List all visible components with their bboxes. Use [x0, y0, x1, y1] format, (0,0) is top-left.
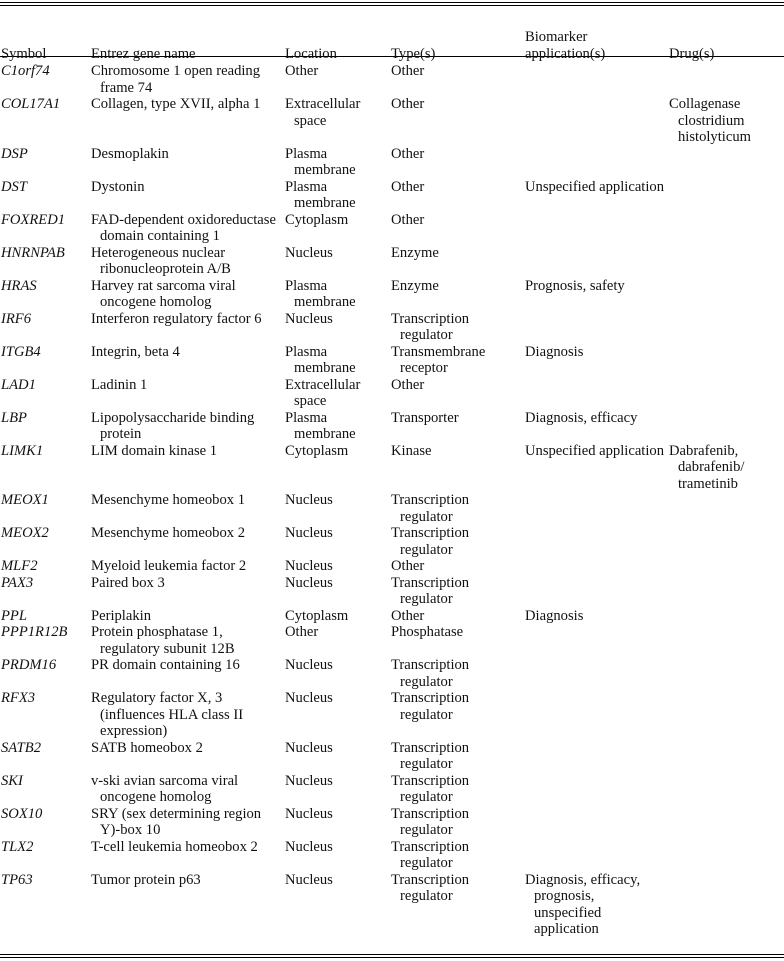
table-row	[0, 212, 784, 245]
cell-type	[391, 773, 525, 806]
cell-type	[391, 740, 525, 773]
cell-symbol	[0, 575, 91, 608]
cell-biomarker-text: Diagnosis	[525, 607, 584, 624]
cell-location	[285, 443, 391, 493]
table-row	[0, 690, 784, 740]
cell-biomarker	[525, 311, 669, 344]
cell-symbol	[0, 525, 91, 558]
cell-location	[285, 212, 391, 245]
cell-gene-name	[91, 492, 285, 525]
col-header-name: Entrez gene name	[91, 45, 196, 62]
cell-location	[285, 690, 391, 740]
cell-type	[391, 657, 525, 690]
cell-type-text: Other	[391, 96, 425, 112]
cell-symbol	[0, 410, 91, 443]
cell-gene-name-text: Mesenchyme homeobox 1	[91, 492, 246, 508]
cell-location-text: Nucleus	[285, 525, 333, 541]
cell-drug	[669, 806, 784, 839]
cell-gene-name-text: Dystonin	[91, 178, 145, 195]
cell-location-text: Nucleus	[285, 657, 333, 673]
table-row	[0, 146, 784, 179]
cell-gene-name-text: PR domain containing 16	[91, 657, 240, 673]
bottom-rule-inner	[0, 954, 784, 955]
cell-gene-name-text: SATB homeobox 2	[91, 739, 203, 756]
cell-symbol-text: TP63	[1, 871, 33, 888]
cell-type	[391, 179, 525, 212]
cell-symbol	[0, 344, 91, 377]
cell-type	[391, 624, 525, 657]
cell-type	[391, 558, 525, 575]
table-body	[0, 63, 784, 938]
cell-drug	[669, 525, 784, 558]
cell-drug	[669, 575, 784, 608]
cell-type	[391, 492, 525, 525]
cell-location-text: Extracellular space	[285, 96, 361, 129]
cell-gene-name-text: Desmoplakin	[91, 145, 169, 162]
cell-type	[391, 63, 525, 96]
cell-type-text: Transcription regulator	[391, 690, 470, 723]
table-row	[0, 872, 784, 938]
cell-location-text: Nucleus	[285, 739, 333, 756]
cell-drug	[669, 608, 784, 625]
cell-location	[285, 624, 391, 657]
cell-location-text: Cytoplasm	[285, 607, 349, 624]
cell-drug	[669, 278, 784, 311]
cell-gene-name	[91, 575, 285, 608]
cell-symbol-text: PRDM16	[1, 657, 57, 673]
cell-symbol-text: DST	[1, 178, 27, 195]
cell-symbol	[0, 608, 91, 625]
cell-gene-name-text: v-ski avian sarcoma viral oncogene homolog	[91, 772, 239, 805]
cell-drug	[669, 740, 784, 773]
cell-type-text: Other	[391, 63, 425, 79]
cell-location-text: Plasma membrane	[285, 343, 356, 376]
cell-type	[391, 146, 525, 179]
cell-type-text: Transcription regulator	[391, 574, 470, 607]
cell-location	[285, 872, 391, 938]
cell-symbol-text: RFX3	[1, 690, 36, 706]
cell-type-text: Other	[391, 376, 425, 393]
cell-symbol	[0, 63, 91, 96]
cell-gene-name-text: Heterogeneous nuclear ribonucleoprotein A/B	[91, 244, 231, 277]
cell-symbol-text: SOX10	[1, 805, 43, 822]
cell-biomarker	[525, 657, 669, 690]
cell-location	[285, 179, 391, 212]
cell-drug	[669, 690, 784, 740]
cell-type-text: Other	[391, 178, 425, 195]
cell-location-text: Plasma membrane	[285, 277, 356, 310]
cell-symbol-text: PPP1R12B	[1, 624, 68, 640]
cell-biomarker	[525, 344, 669, 377]
cell-gene-name	[91, 344, 285, 377]
cell-type	[391, 839, 525, 872]
table-row	[0, 773, 784, 806]
cell-type	[391, 96, 525, 146]
cell-biomarker-text: Unspecified application	[525, 442, 664, 459]
cell-type	[391, 608, 525, 625]
cell-symbol	[0, 624, 91, 657]
cell-symbol-text: IRF6	[1, 310, 31, 327]
cell-type	[391, 245, 525, 278]
cell-location-text: Other	[285, 63, 319, 79]
table-row	[0, 63, 784, 96]
cell-symbol-text: MLF2	[1, 558, 38, 574]
cell-drug	[669, 63, 784, 96]
cell-biomarker	[525, 212, 669, 245]
cell-gene-name	[91, 410, 285, 443]
cell-gene-name-text: Paired box 3	[91, 574, 165, 591]
cell-gene-name-text: Interferon regulatory factor 6	[91, 310, 262, 327]
cell-biomarker-text: Unspecified application	[525, 178, 664, 195]
cell-symbol	[0, 492, 91, 525]
cell-drug	[669, 96, 784, 146]
cell-biomarker	[525, 278, 669, 311]
cell-drug	[669, 839, 784, 872]
cell-biomarker-text: Diagnosis	[525, 343, 584, 360]
cell-drug	[669, 311, 784, 344]
cell-location	[285, 344, 391, 377]
cell-gene-name	[91, 212, 285, 245]
cell-location-text: Plasma membrane	[285, 409, 356, 442]
cell-location-text: Plasma membrane	[285, 145, 356, 178]
cell-drug-text: Collagenase clostridium histolyticum	[669, 96, 751, 145]
cell-gene-name	[91, 146, 285, 179]
cell-symbol-text: ITGB4	[1, 343, 41, 360]
cell-location	[285, 657, 391, 690]
cell-type	[391, 212, 525, 245]
cell-location-text: Nucleus	[285, 772, 333, 789]
cell-gene-name	[91, 525, 285, 558]
table-row	[0, 245, 784, 278]
cell-type-text: Transmembrane receptor	[391, 343, 486, 376]
cell-drug	[669, 558, 784, 575]
cell-biomarker	[525, 575, 669, 608]
cell-location	[285, 525, 391, 558]
cell-gene-name-text: LIM domain kinase 1	[91, 442, 218, 459]
cell-gene-name	[91, 245, 285, 278]
cell-symbol-text: MEOX1	[1, 492, 49, 508]
cell-drug	[669, 410, 784, 443]
cell-symbol	[0, 278, 91, 311]
table-row	[0, 492, 784, 525]
cell-location-text: Extracellular space	[285, 376, 361, 409]
col-header-drug: Drug(s)	[669, 45, 715, 62]
cell-type-text: Transcription regulator	[391, 657, 470, 690]
cell-type	[391, 525, 525, 558]
cell-location-text: Other	[285, 624, 319, 640]
table-row	[0, 443, 784, 493]
cell-symbol-text: C1orf74	[1, 63, 50, 79]
cell-biomarker	[525, 63, 669, 96]
cell-type-text: Other	[391, 558, 425, 574]
cell-gene-name-text: Tumor protein p63	[91, 871, 201, 888]
cell-location	[285, 146, 391, 179]
cell-type	[391, 443, 525, 493]
cell-drug	[669, 344, 784, 377]
cell-type-text: Transporter	[391, 409, 459, 426]
cell-type-text: Transcription regulator	[391, 838, 470, 871]
bottom-rule-outer	[0, 957, 784, 958]
cell-biomarker-text: Prognosis, safety	[525, 277, 625, 294]
cell-type-text: Other	[391, 211, 425, 228]
cell-location	[285, 278, 391, 311]
col-header-symbol: Symbol	[1, 45, 47, 62]
cell-drug	[669, 657, 784, 690]
cell-location-text: Nucleus	[285, 871, 333, 888]
table-row	[0, 608, 784, 625]
table-row	[0, 806, 784, 839]
cell-symbol	[0, 690, 91, 740]
cell-gene-name	[91, 608, 285, 625]
cell-gene-name	[91, 558, 285, 575]
cell-type	[391, 690, 525, 740]
cell-location	[285, 773, 391, 806]
cell-location	[285, 63, 391, 96]
cell-symbol-text: LAD1	[1, 376, 36, 393]
cell-location-text: Nucleus	[285, 574, 333, 591]
cell-location	[285, 806, 391, 839]
cell-gene-name	[91, 278, 285, 311]
cell-location-text: Nucleus	[285, 690, 333, 706]
cell-gene-name-text: T-cell leukemia homeobox 2	[91, 838, 258, 855]
cell-symbol	[0, 245, 91, 278]
top-rule-outer	[0, 2, 784, 3]
cell-symbol-text: HRAS	[1, 277, 37, 294]
cell-biomarker-text: Diagnosis, efficacy, prognosis, unspecified application	[525, 871, 641, 937]
cell-drug	[669, 624, 784, 657]
cell-biomarker	[525, 377, 669, 410]
cell-biomarker	[525, 872, 669, 938]
cell-drug	[669, 146, 784, 179]
cell-location	[285, 96, 391, 146]
table-row	[0, 377, 784, 410]
cell-symbol-text: HNRNPAB	[1, 244, 65, 261]
cell-symbol	[0, 443, 91, 493]
cell-type-text: Transcription regulator	[391, 492, 470, 525]
cell-gene-name-text: Chromosome 1 open reading frame 74	[91, 63, 261, 96]
cell-biomarker	[525, 773, 669, 806]
cell-symbol	[0, 839, 91, 872]
cell-type-text: Enzyme	[391, 244, 439, 261]
cell-location-text: Nucleus	[285, 492, 333, 508]
cell-gene-name-text: Collagen, type XVII, alpha 1	[91, 96, 261, 112]
cell-symbol-text: TLX2	[1, 838, 34, 855]
cell-type-text: Phosphatase	[391, 624, 464, 640]
cell-drug	[669, 443, 784, 493]
table-row	[0, 311, 784, 344]
cell-symbol-text: PAX3	[1, 574, 34, 591]
cell-symbol-text: SKI	[1, 772, 23, 789]
cell-location	[285, 558, 391, 575]
cell-symbol	[0, 212, 91, 245]
cell-location	[285, 311, 391, 344]
cell-biomarker	[525, 806, 669, 839]
cell-location	[285, 575, 391, 608]
table-row	[0, 839, 784, 872]
cell-location-text: Nucleus	[285, 805, 333, 822]
cell-type	[391, 311, 525, 344]
cell-symbol-text: COL17A1	[1, 96, 61, 112]
cell-type	[391, 344, 525, 377]
cell-location-text: Cytoplasm	[285, 211, 349, 228]
cell-location-text: Nucleus	[285, 310, 333, 327]
cell-type-text: Transcription regulator	[391, 805, 470, 838]
cell-symbol	[0, 558, 91, 575]
cell-gene-name	[91, 377, 285, 410]
cell-symbol	[0, 179, 91, 212]
cell-symbol	[0, 146, 91, 179]
cell-biomarker	[525, 410, 669, 443]
table-row	[0, 344, 784, 377]
cell-location	[285, 839, 391, 872]
cell-drug	[669, 377, 784, 410]
cell-type-text: Transcription regulator	[391, 310, 470, 343]
cell-gene-name	[91, 657, 285, 690]
cell-biomarker	[525, 525, 669, 558]
table-row	[0, 558, 784, 575]
cell-gene-name	[91, 773, 285, 806]
cell-symbol-text: LIMK1	[1, 442, 44, 459]
cell-type	[391, 377, 525, 410]
top-rule-inner	[0, 5, 784, 6]
cell-gene-name-text: Integrin, beta 4	[91, 343, 180, 360]
table-row	[0, 96, 784, 146]
cell-drug	[669, 179, 784, 212]
cell-gene-name	[91, 839, 285, 872]
col-header-biomarker: Biomarker application(s)	[525, 29, 606, 62]
table-row	[0, 410, 784, 443]
table-row	[0, 740, 784, 773]
cell-location-text: Nucleus	[285, 244, 333, 261]
cell-gene-name	[91, 63, 285, 96]
cell-type-text: Other	[391, 607, 425, 624]
cell-location	[285, 377, 391, 410]
cell-symbol	[0, 773, 91, 806]
cell-location-text: Cytoplasm	[285, 442, 349, 459]
cell-symbol	[0, 311, 91, 344]
cell-type	[391, 278, 525, 311]
cell-symbol-text: MEOX2	[1, 525, 49, 541]
cell-biomarker	[525, 558, 669, 575]
cell-symbol	[0, 740, 91, 773]
cell-gene-name-text: Protein phosphatase 1, regulatory subunit 12B	[91, 624, 235, 657]
cell-symbol	[0, 96, 91, 146]
cell-biomarker	[525, 690, 669, 740]
cell-gene-name-text: Myeloid leukemia factor 2	[91, 558, 247, 574]
cell-drug	[669, 773, 784, 806]
cell-gene-name	[91, 624, 285, 657]
cell-drug	[669, 212, 784, 245]
cell-gene-name	[91, 806, 285, 839]
cell-symbol-text: PPL	[1, 607, 27, 624]
cell-biomarker	[525, 492, 669, 525]
header-row	[0, 10, 784, 63]
table-row	[0, 624, 784, 657]
table-row	[0, 525, 784, 558]
cell-location-text: Plasma membrane	[285, 178, 356, 211]
cell-drug	[669, 872, 784, 938]
cell-gene-name	[91, 872, 285, 938]
cell-biomarker	[525, 839, 669, 872]
cell-gene-name-text: FAD-dependent oxidoreductase domain containing 1	[91, 211, 276, 244]
cell-type	[391, 806, 525, 839]
cell-symbol-text: DSP	[1, 145, 28, 162]
cell-type-text: Transcription regulator	[391, 525, 470, 558]
cell-gene-name	[91, 443, 285, 493]
cell-symbol	[0, 377, 91, 410]
cell-type-text: Transcription regulator	[391, 871, 470, 904]
cell-biomarker	[525, 740, 669, 773]
cell-gene-name-text: Mesenchyme homeobox 2	[91, 525, 246, 541]
cell-type-text: Other	[391, 145, 425, 162]
col-header-location: Location	[285, 45, 337, 62]
cell-gene-name-text: SRY (sex determining region Y)-box 10	[91, 805, 262, 838]
cell-gene-name-text: Periplakin	[91, 607, 151, 624]
cell-location	[285, 410, 391, 443]
table-row	[0, 657, 784, 690]
cell-gene-name	[91, 179, 285, 212]
cell-gene-name	[91, 96, 285, 146]
cell-gene-name-text: Lipopolysaccharide binding protein	[91, 409, 255, 442]
cell-location-text: Nucleus	[285, 558, 333, 574]
cell-drug	[669, 245, 784, 278]
cell-type	[391, 575, 525, 608]
table-row	[0, 179, 784, 212]
table-row	[0, 278, 784, 311]
cell-symbol	[0, 806, 91, 839]
cell-biomarker	[525, 608, 669, 625]
cell-location	[285, 492, 391, 525]
cell-gene-name	[91, 740, 285, 773]
cell-drug-text: Dabrafenib, dabrafenib/ trametinib	[669, 442, 745, 492]
cell-gene-name	[91, 311, 285, 344]
cell-location	[285, 608, 391, 625]
cell-gene-name-text: Ladinin 1	[91, 376, 148, 393]
cell-gene-name-text: Regulatory factor X, 3 (influences HLA class II expression)	[91, 690, 244, 739]
cell-type	[391, 872, 525, 938]
cell-gene-name	[91, 690, 285, 740]
cell-biomarker	[525, 179, 669, 212]
gene-table	[0, 10, 784, 938]
cell-biomarker	[525, 624, 669, 657]
cell-drug	[669, 492, 784, 525]
cell-biomarker	[525, 146, 669, 179]
table-row	[0, 575, 784, 608]
cell-symbol-text: FOXRED1	[1, 211, 66, 228]
cell-location	[285, 245, 391, 278]
cell-type	[391, 410, 525, 443]
cell-type-text: Transcription regulator	[391, 739, 470, 772]
cell-biomarker	[525, 245, 669, 278]
cell-symbol-text: LBP	[1, 409, 27, 426]
cell-biomarker	[525, 443, 669, 493]
cell-type-text: Transcription regulator	[391, 772, 470, 805]
cell-type-text: Enzyme	[391, 277, 439, 294]
cell-symbol-text: SATB2	[1, 739, 41, 756]
cell-gene-name-text: Harvey rat sarcoma viral oncogene homolog	[91, 277, 236, 310]
cell-symbol	[0, 872, 91, 938]
cell-type-text: Kinase	[391, 442, 432, 459]
cell-location-text: Nucleus	[285, 838, 333, 855]
cell-biomarker	[525, 96, 669, 146]
col-header-type: Type(s)	[391, 45, 436, 62]
cell-symbol	[0, 657, 91, 690]
cell-location	[285, 740, 391, 773]
cell-biomarker-text: Diagnosis, efficacy	[525, 409, 638, 426]
